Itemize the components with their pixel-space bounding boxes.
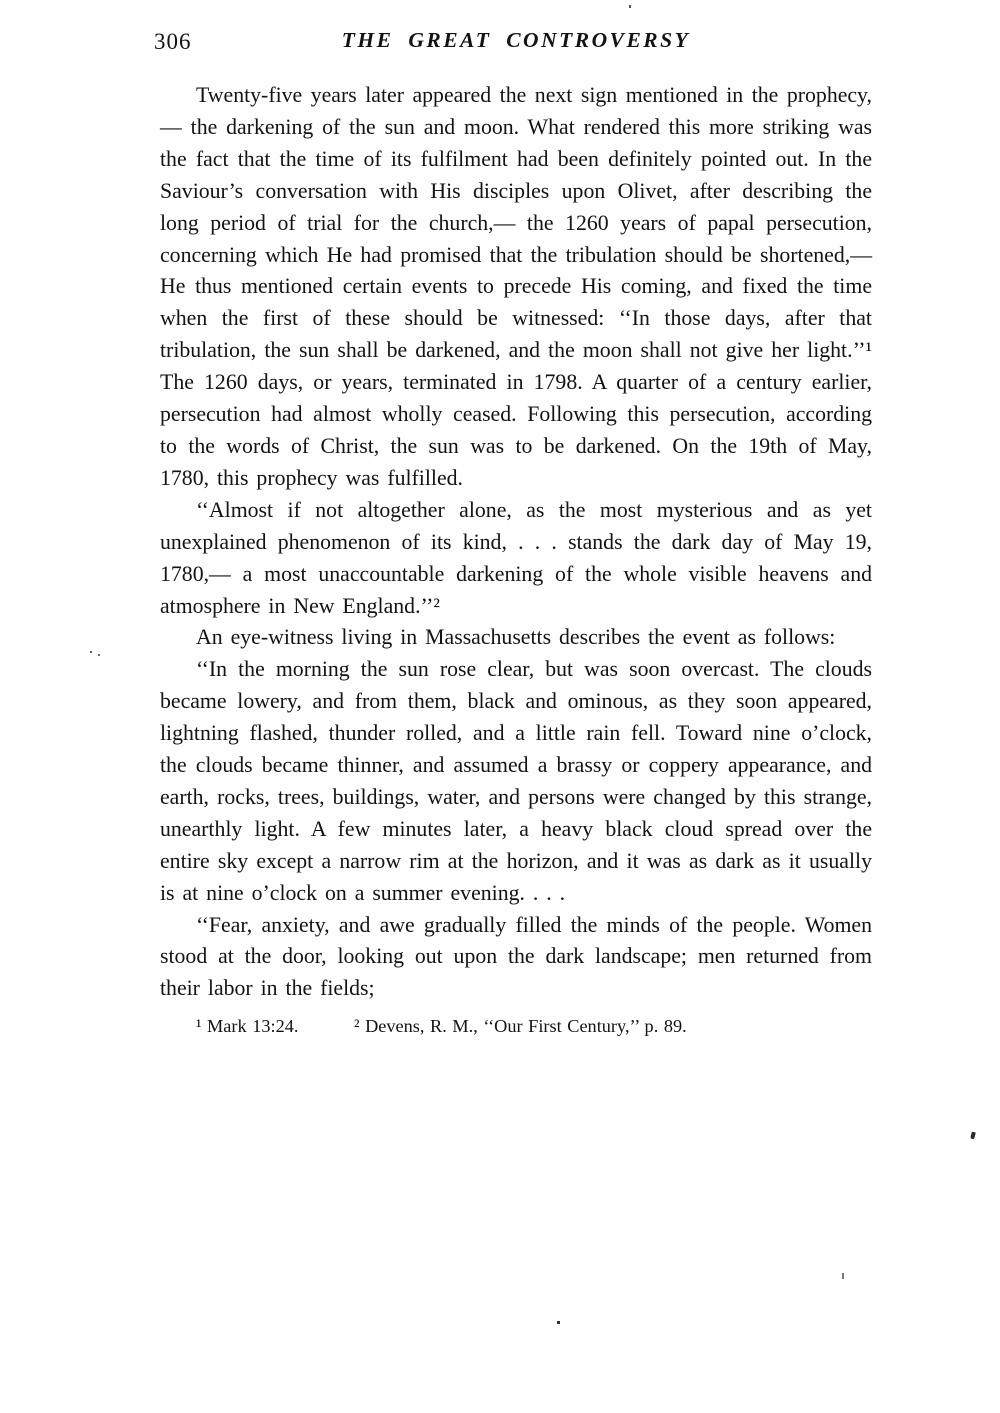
- footnote-scripture-ref: ¹ Mark 13:24.: [196, 1016, 299, 1037]
- scan-artifact: [90, 651, 92, 653]
- scan-artifact: [557, 1321, 560, 1324]
- paragraph: ‘‘In the morning the sun rose clear, but was soon overcast. The clouds became lowery, and from them, black and ominous, as they soon appeared, lightning flashed, thunder rolled, and a little rain fell. Toward nine o’clock, the clouds became thinner, and assumed a brassy or coppery appearance, and earth, rocks, trees, buildings, water, and persons were changed by this strange, unearthly light. A few minutes later, a heavy black cloud spread over the entire sky except a narrow rim at the horizon, and it was as dark as it usually is at nine o’clock on a summer evening. . . .: [160, 657, 872, 905]
- page-header: [154, 28, 872, 58]
- scan-artifact: [970, 1132, 976, 1140]
- paragraph: ‘‘Almost if not altogether alone, as the most mysterious and as yet unexplained phenomenon of its kind, . . . stands the dark day of May 19, 1780,— a most unaccountable darkening of the whole visible heavens and atmosphere in New England.’’²: [160, 497, 872, 618]
- page-number: 306: [154, 29, 192, 54]
- footnote-source-ref: ² Devens, R. M., ‘‘Our First Century,’’ p. 89.: [354, 1016, 687, 1037]
- paragraph: Twenty-five years later appeared the next sign mentioned in the prophecy,— the darkening of the sun and moon. What rendered this more striking was the fact that the time of its fulfilment had been definitely pointed out. In the Saviour’s conversation with His disciples upon Olivet, after describing the long period of trial for the church,— the 1260 years of papal persecution, concerning which He had promised that the tribulation should be shortened,— He thus mentioned certain events to precede His coming, and fixed the time when the first of these should be witnessed: ‘‘In those days, after that tribulation, the sun shall be darkened, and the moon shall not give her light.’’¹ The 1260 days, or years, terminated in 1798. A quarter of a century earlier, persecution had almost wholly ceased. Following this persecution, according to the words of Christ, the sun was to be darkened. On the 19th of May, 1780, this prophecy was fulfilled.: [160, 83, 872, 490]
- scan-artifact: [629, 5, 631, 8]
- running-title: THE GREAT CONTROVERSY: [341, 28, 691, 52]
- paragraph: ‘‘Fear, anxiety, and awe gradually filled the minds of the people. Women stood at the door, looking out upon the dark landscape; men returned from their labor in the fields;: [160, 912, 872, 1001]
- scan-artifact: [842, 1273, 844, 1279]
- footnotes: [160, 1014, 872, 1038]
- body-text: [160, 80, 872, 1038]
- paragraph: An eye-witness living in Massachusetts describes the event as follows:: [196, 625, 836, 650]
